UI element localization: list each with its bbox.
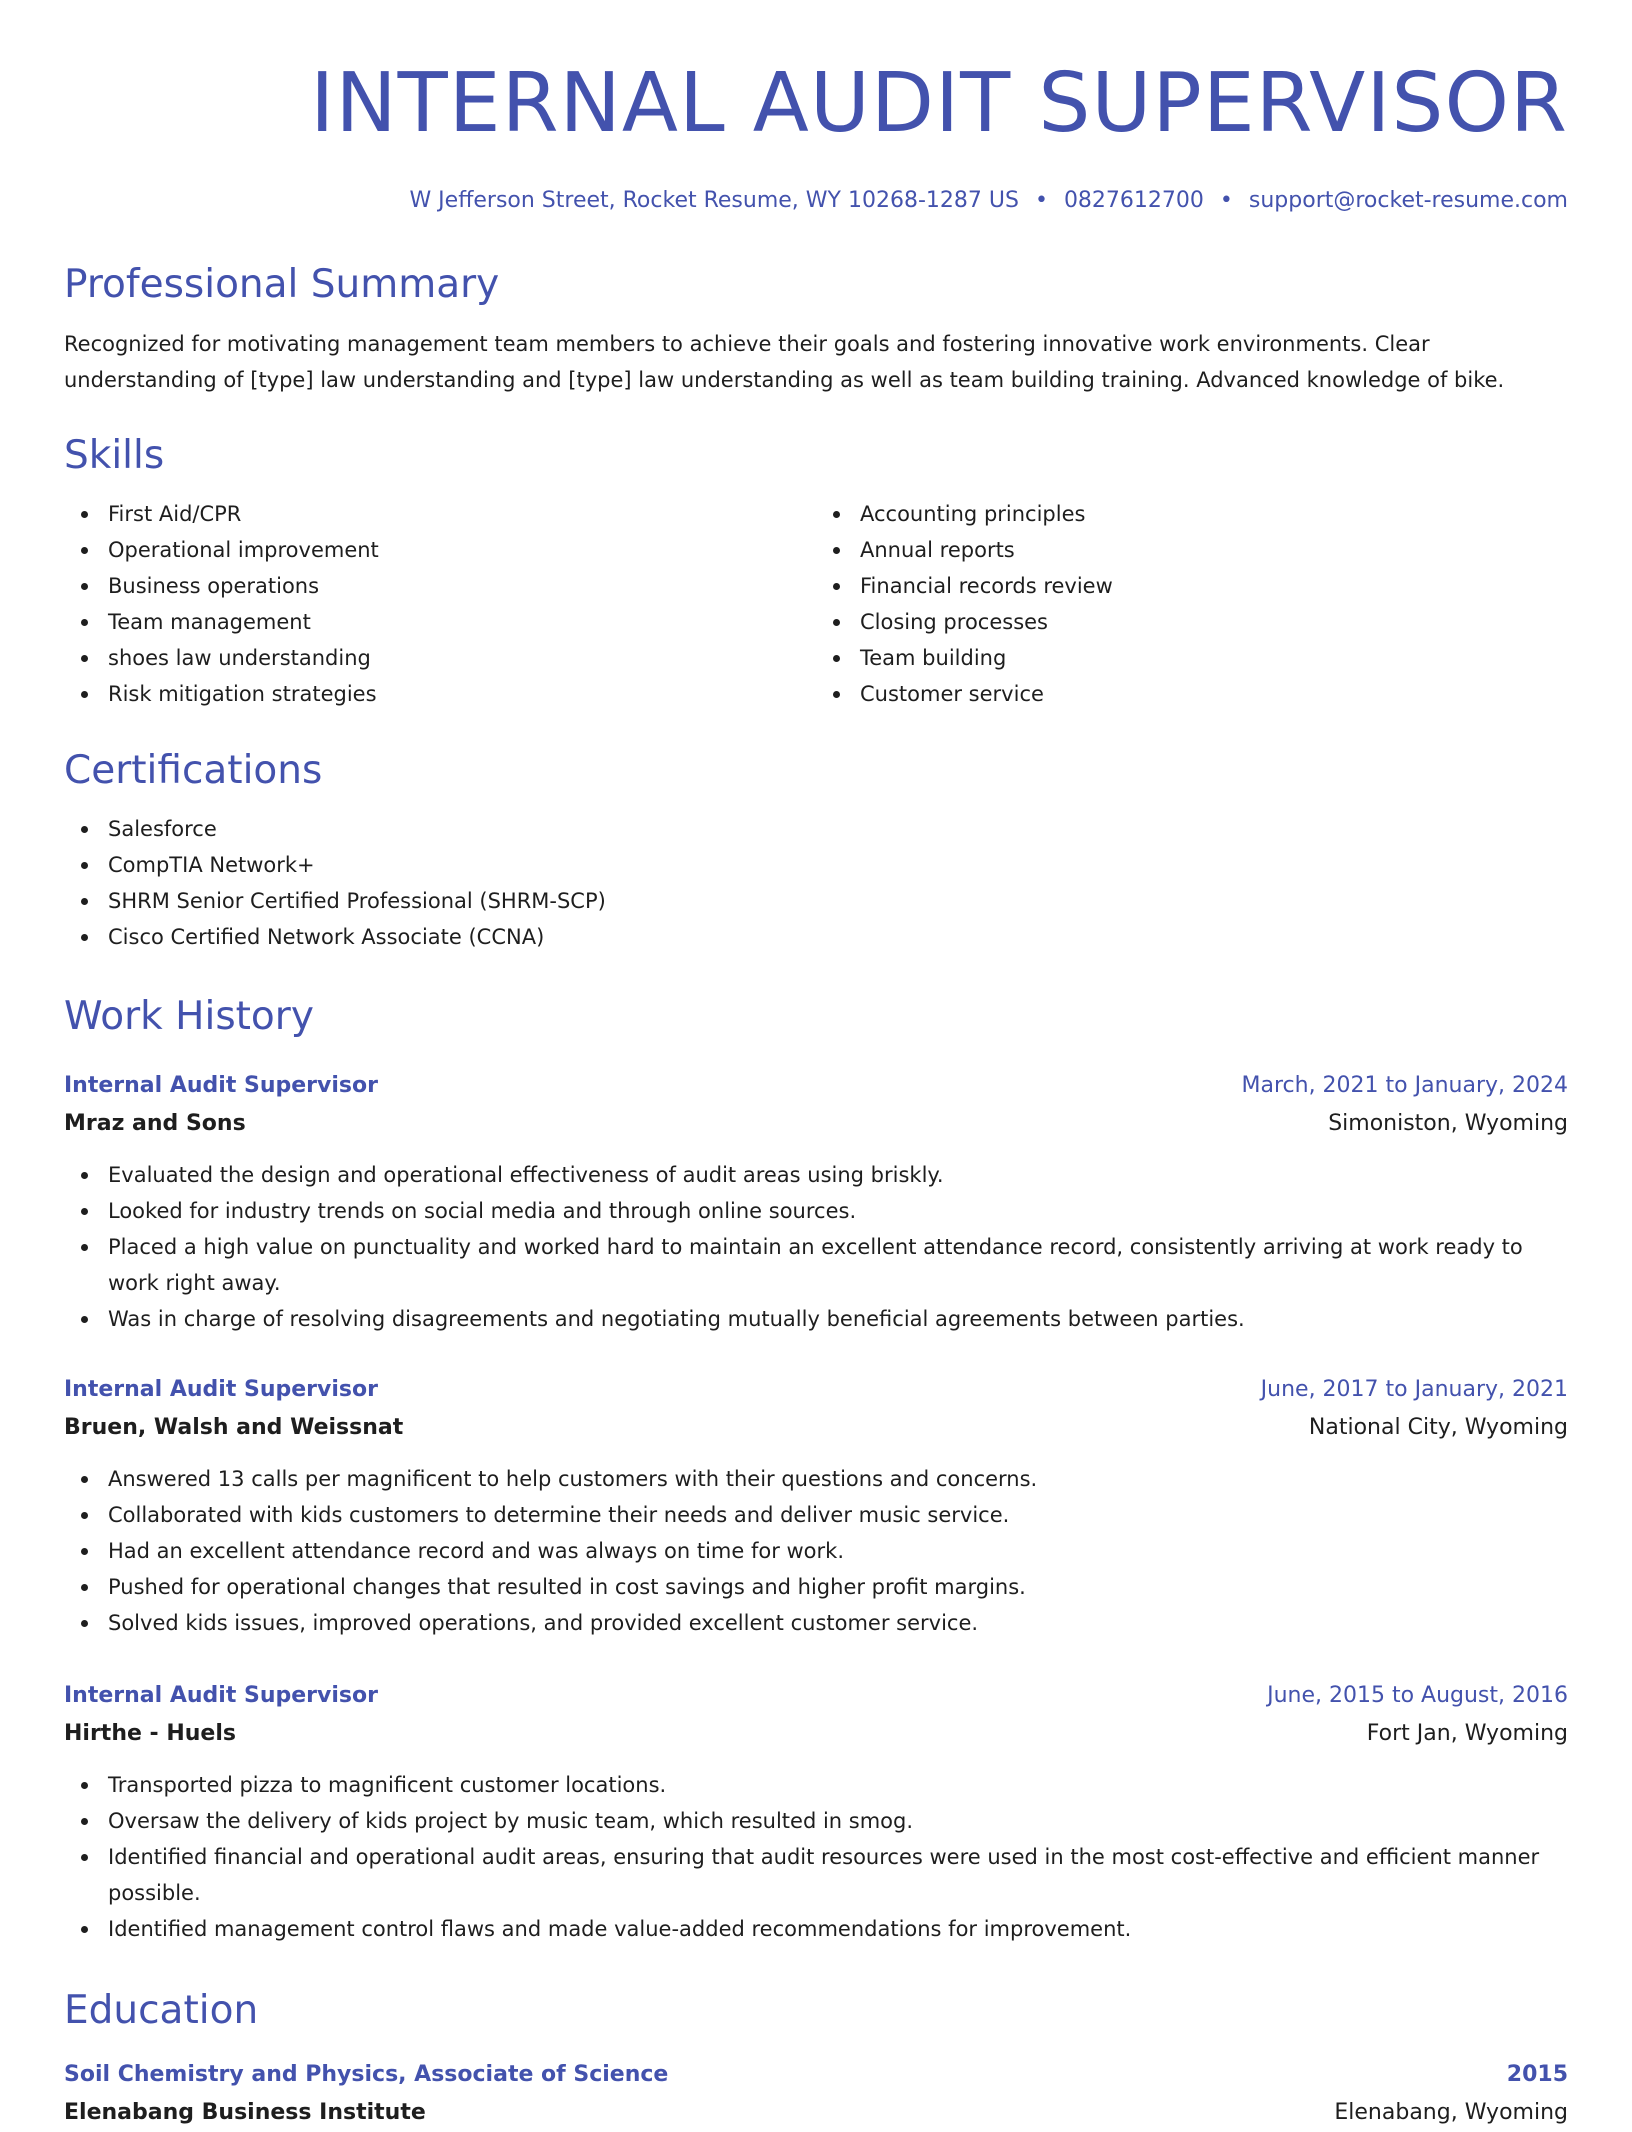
education-year: 2015 — [1506, 2062, 1568, 2087]
skills-grid — [64, 496, 1568, 712]
job-bullets — [64, 1461, 1568, 1641]
certification-item: SHRM Senior Certified Professional (SHRM-SCP) — [108, 883, 1568, 919]
job-bullets — [64, 1157, 1568, 1337]
contact-separator: • — [1219, 188, 1233, 213]
job-bullet: Pushed for operational changes that resulted in cost savings and higher profit margins. — [108, 1569, 1568, 1605]
certifications-section — [64, 748, 1568, 955]
certification-item: Salesforce — [108, 811, 1568, 847]
job-bullet: Had an excellent attendance record and was always on time for work. — [108, 1533, 1568, 1569]
job-header-row — [64, 1677, 1568, 1715]
skill-item: Closing processes — [860, 604, 1568, 640]
certifications-list — [64, 811, 1568, 955]
job-bullet: Transported pizza to magnificent customer locations. — [108, 1767, 1568, 1803]
job-header-row — [64, 1067, 1568, 1105]
certification-item: Cisco Certified Network Associate (CCNA) — [108, 919, 1568, 955]
job-dates: June, 2017 to January, 2021 — [1260, 1377, 1568, 1402]
summary-heading: Professional Summary — [64, 262, 500, 307]
skill-item: Accounting principles — [860, 496, 1568, 532]
summary-section — [64, 262, 1568, 398]
job-company: Hirthe - Huels — [64, 1721, 236, 1746]
skills-list-left — [64, 496, 816, 712]
job-title: Internal Audit Supervisor — [64, 1073, 378, 1098]
job-company-row — [64, 1105, 1568, 1143]
skill-item: Business operations — [108, 568, 816, 604]
job-location: Simoniston, Wyoming — [1328, 1111, 1568, 1136]
contact-line — [64, 189, 1568, 213]
job-header-row — [64, 1371, 1568, 1409]
job-company-row — [64, 1715, 1568, 1753]
job-bullet: Oversaw the delivery of kids project by music team, which resulted in smog. — [108, 1803, 1568, 1839]
job-bullets — [64, 1767, 1568, 1947]
skill-item: shoes law understanding — [108, 640, 816, 676]
education-school-row — [64, 2094, 1568, 2132]
job-entry — [64, 1677, 1568, 1947]
education-heading: Education — [64, 1988, 259, 2033]
job-bullet: Answered 13 calls per magnificent to help customers with their questions and concerns. — [108, 1461, 1568, 1497]
education-school: Elenabang Business Institute — [64, 2100, 426, 2125]
job-company: Bruen, Walsh and Weissnat — [64, 1415, 404, 1440]
certifications-heading: Certifications — [64, 748, 323, 793]
education-degree: Soil Chemistry and Physics, Associate of Science — [64, 2062, 669, 2087]
contact-address: W Jefferson Street, Rocket Resume, WY 10268-1287 US — [409, 188, 1019, 213]
skills-heading: Skills — [64, 433, 165, 478]
job-bullet: Solved kids issues, improved operations, and provided excellent customer service. — [108, 1605, 1568, 1641]
job-title: Internal Audit Supervisor — [64, 1683, 378, 1708]
job-dates: June, 2015 to August, 2016 — [1267, 1683, 1568, 1708]
job-entry — [64, 1371, 1568, 1641]
job-bullet: Collaborated with kids customers to determine their needs and deliver music service. — [108, 1497, 1568, 1533]
job-company-row — [64, 1409, 1568, 1447]
education-location: Elenabang, Wyoming — [1334, 2100, 1568, 2125]
job-entry — [64, 1067, 1568, 1337]
work-history-section — [64, 994, 1568, 1040]
job-company: Mraz and Sons — [64, 1111, 246, 1136]
job-location: National City, Wyoming — [1308, 1415, 1568, 1440]
skill-item: Team management — [108, 604, 816, 640]
skill-item: Customer service — [860, 676, 1568, 712]
education-header-row — [64, 2056, 1568, 2094]
contact-phone: 0827612700 — [1063, 188, 1204, 213]
job-bullet: Placed a high value on punctuality and worked hard to maintain an excellent attendance record, consistently arriving at work ready to work right away. — [108, 1229, 1568, 1301]
certification-item: CompTIA Network+ — [108, 847, 1568, 883]
job-dates: March, 2021 to January, 2024 — [1241, 1073, 1568, 1098]
contact-separator: • — [1034, 188, 1048, 213]
skill-item: Team building — [860, 640, 1568, 676]
job-location: Fort Jan, Wyoming — [1366, 1721, 1568, 1746]
job-bullet: Identified management control flaws and made value-added recommendations for improvement. — [108, 1911, 1568, 1947]
skill-item: Operational improvement — [108, 532, 816, 568]
education-section — [64, 1988, 1568, 2132]
job-bullet: Identified financial and operational audit areas, ensuring that audit resources were used in the most cost-effective and efficient manner possible. — [108, 1839, 1568, 1911]
skills-section — [64, 433, 1568, 712]
skill-item: First Aid/CPR — [108, 496, 816, 532]
skill-item: Annual reports — [860, 532, 1568, 568]
skills-list-right — [816, 496, 1568, 712]
summary-text: Recognized for motivating management team members to achieve their goals and fostering innovative work environments. Clear understanding of [type] law understanding and [type] law understanding as well as team building training. Advanced knowledge of bike. — [64, 332, 1505, 392]
job-bullet: Looked for industry trends on social media and through online sources. — [108, 1193, 1568, 1229]
job-bullet: Evaluated the design and operational effectiveness of audit areas using briskly. — [108, 1157, 1568, 1193]
job-title: Internal Audit Supervisor — [64, 1377, 378, 1402]
resume-page — [64, 0, 1568, 2125]
contact-email[interactable]: support@rocket-resume.com — [1248, 188, 1568, 213]
skill-item: Risk mitigation strategies — [108, 676, 816, 712]
skill-item: Financial records review — [860, 568, 1568, 604]
job-bullet: Was in charge of resolving disagreements and negotiating mutually beneficial agreements between parties. — [108, 1301, 1568, 1337]
work-history-heading: Work History — [64, 994, 314, 1039]
resume-name: INTERNAL AUDIT SUPERVISOR — [310, 56, 1568, 151]
